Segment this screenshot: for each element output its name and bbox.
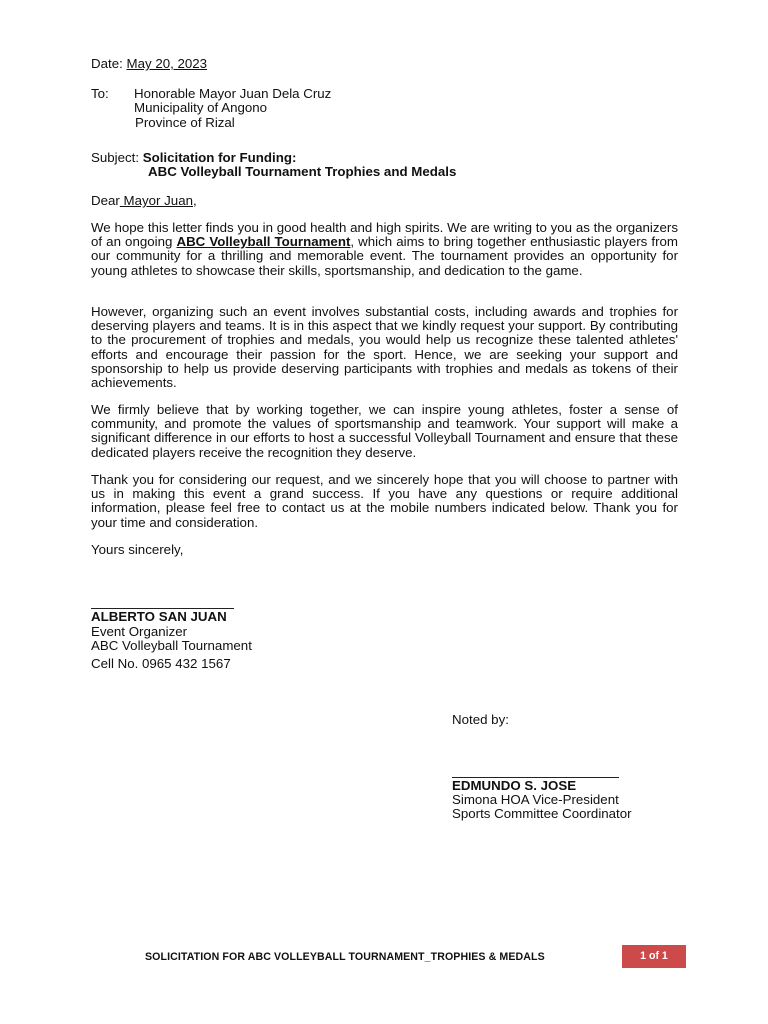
recipient-municipality: Municipality of Angono [134,100,268,115]
noted-title-1: Simona HOA Vice-President [452,792,619,807]
salutation-prefix: Dear [91,193,120,208]
p1-after: , which aims to bring together enthusiastic players from our community for a thrilling and memorable event. The tournament provides an opportunity for young athletes to showcase their skills, sportsmanship, and dedication to the game. [91,234,678,278]
date-line [91,57,207,71]
page-number-badge: 1 of 1 [622,945,686,968]
noted-title-2: Sports Committee Coordinator [452,806,632,821]
body-paragraph-3: We firmly believe that by working together, we can inspire young athletes, foster a sense of community, and promote the values of sportsmanship and teamwork. Your support will make a significant difference in our efforts to host a successful Volleyball Tournament and ensure that these dedicated players receive the recognition they deserve. [91,402,678,460]
signatory-name: ALBERTO SAN JUAN [91,609,227,624]
subject-title: Solicitation for Funding: [142,150,297,165]
salutation-suffix: , [193,193,197,208]
noted-name: EDMUNDO S. JOSE [452,778,577,793]
recipient-province: Province of Rizal [135,115,235,130]
closing: Yours sincerely, [91,542,184,557]
tournament-name: ABC Volleyball Tournament [176,234,351,250]
recipient-name: Honorable Mayor Juan Dela Cruz [134,86,332,101]
footer-title: SOLICITATION FOR ABC VOLLEYBALL TOURNAMENT_TROPHIES & MEDALS [145,951,545,963]
to-label: To: [91,86,109,101]
body-paragraph-2: However, organizing such an event involves substantial costs, including awards and trophies for deserving players and teams. It is in this aspect that we kindly request your support. By contributing to the procurement of trophies and medals, you would help us recognize these talented athletes' efforts and encourage their passion for the sport. Hence, we are seeking your support and sponsorship to help us provide deserving participants with trophies and medals as tokens of their achievements. [91,304,678,391]
subject-label: Subject: [91,150,140,165]
p1-before: We hope this letter finds you in good health and high spirits. We are writing to you as the organizers of an ongoing [91,220,678,250]
date-value: May 20, 2023 [126,56,208,71]
date-label: Date: [91,56,123,71]
body-paragraph-1 [91,221,678,278]
salutation [91,194,197,208]
signatory-cell: Cell No. 0965 432 1567 [91,656,231,671]
salutation-name: Mayor Juan [119,193,193,208]
signatory-org: ABC Volleyball Tournament [91,638,252,653]
body-paragraph-4: Thank you for considering our request, and we sincerely hope that you will choose to partner with us in making this event a grand success. If you have any questions or require additional information, please feel free to contact us at the mobile numbers indicated below. Thank you for your time and consideration. [91,472,678,530]
signatory-title: Event Organizer [91,624,188,639]
noted-label: Noted by: [452,712,509,727]
subject-title-2: ABC Volleyball Tournament Trophies and Medals [148,164,457,179]
